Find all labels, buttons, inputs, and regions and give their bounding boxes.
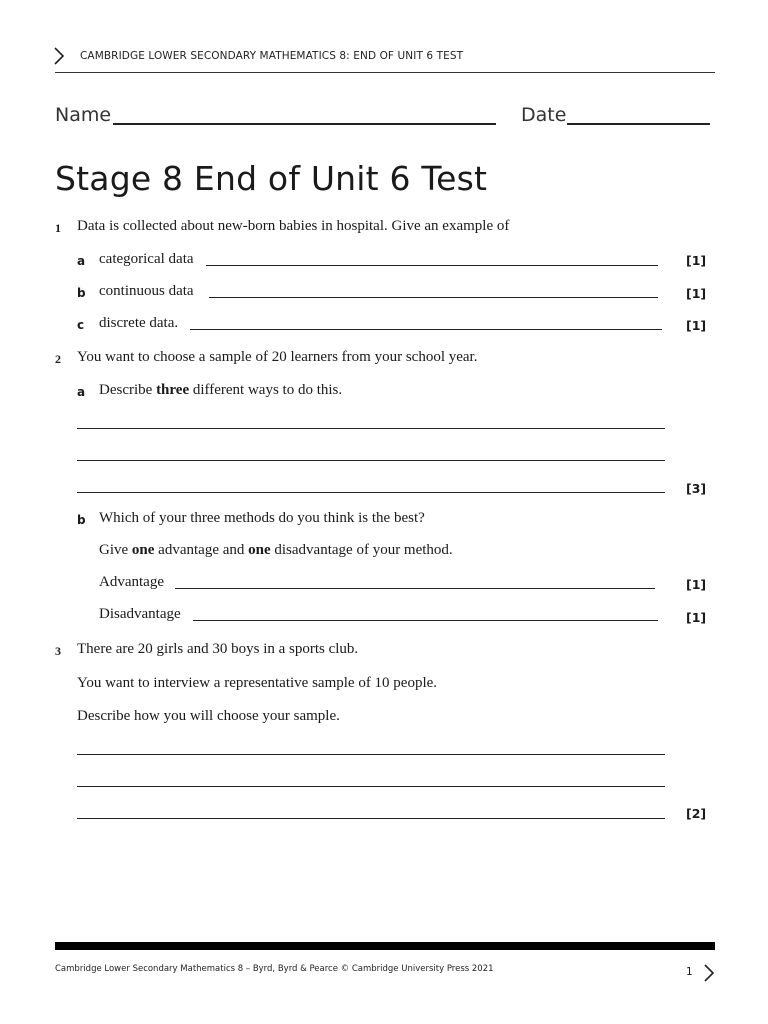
answer-line[interactable] [190,329,662,330]
question-text: You want to interview a representative sample of 10 people. [77,675,438,691]
date-field[interactable] [567,123,710,125]
part-letter: b [77,286,86,300]
instruction-text: Give one advantage and one disadvantage of your method. [99,542,453,558]
answer-line[interactable] [193,620,658,621]
answer-line[interactable] [209,297,658,298]
disadvantage-label: Disadvantage [99,606,181,622]
answer-line[interactable] [77,818,665,819]
footer-bar [55,942,715,950]
answer-line[interactable] [77,786,665,787]
marks: [3] [686,481,707,496]
part-text: continuous data [99,283,194,299]
name-field[interactable] [113,123,496,125]
part-letter: a [77,385,86,399]
part-text: discrete data. [99,315,179,331]
footer-credit: Cambridge Lower Secondary Mathematics 8 – Byrd, Byrd & Pearce © Cambridge University Press 2021 [55,964,494,974]
answer-line[interactable] [77,492,665,493]
answer-line[interactable] [175,588,655,589]
part-text: categorical data [99,251,194,267]
page-title: Stage 8 End of Unit 6 Test [55,159,488,198]
name-label: Name [55,104,112,126]
question-text: You want to choose a sample of 20 learners from your school year. [77,349,478,365]
date-label: Date [521,104,567,126]
chevron-right-icon [703,963,715,983]
part-letter: b [77,513,86,527]
marks: [1] [686,253,707,268]
advantage-label: Advantage [99,574,164,590]
question-text: There are 20 girls and 30 boys in a sports club. [77,641,359,657]
question-text: Data is collected about new-born babies in hospital. Give an example of [77,218,510,234]
question-number: 3 [55,644,61,658]
marks: [2] [686,806,707,821]
part-letter: c [77,318,85,332]
question-number: 2 [55,352,61,366]
answer-line[interactable] [77,754,665,755]
page-number: 1 [686,966,693,978]
question-text: Describe how you will choose your sample. [77,708,340,724]
answer-line[interactable] [77,428,665,429]
question-number: 1 [55,221,61,235]
part-letter: a [77,254,86,268]
marks: [1] [686,318,707,333]
answer-line[interactable] [206,265,658,266]
marks: [1] [686,610,707,625]
part-text: Describe three different ways to do this. [99,382,343,398]
part-text: Which of your three methods do you think is the best? [99,510,425,526]
running-header: CAMBRIDGE LOWER SECONDARY MATHEMATICS 8: END OF UNIT 6 TEST [80,50,464,62]
chevron-right-icon [52,46,66,66]
marks: [1] [686,286,707,301]
answer-line[interactable] [77,460,665,461]
header-rule [55,72,715,73]
marks: [1] [686,577,707,592]
